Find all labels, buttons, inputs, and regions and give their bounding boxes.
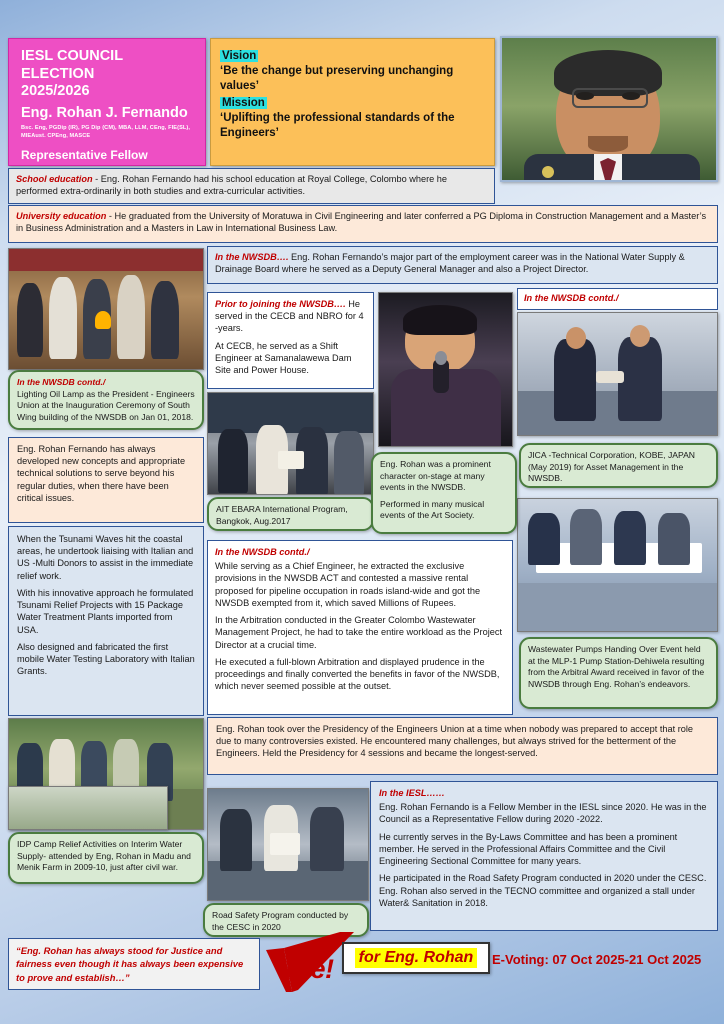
iesl-label: In the IESL……	[379, 788, 445, 798]
vision-mission-card	[210, 38, 495, 166]
caption-idp-camp: IDP Camp Relief Activities on Interim Water Supply- attended by Eng, Rohan in Madu and Menik Farm in 2009-10, just after civil war.	[8, 832, 204, 884]
prior-to-nwsdb-block	[207, 292, 374, 389]
caption-ait-ebara: AIT EBARA International Program, Bangkok, Aug.2017	[207, 497, 374, 531]
photo-wastewater-pumps-handover	[517, 498, 718, 632]
nwsdb-intro-body: Eng. Rohan Fernando’s major part of the employment career was in the National Water Supply & Drainage Board where he served as a Deputy General Manager and also a Project Director.	[215, 252, 685, 275]
concepts-block	[8, 437, 204, 523]
photo-ait-ebara-program	[207, 392, 374, 495]
vote-word: ote!	[286, 954, 334, 984]
photo-council-group	[8, 786, 168, 830]
caption-on-stage-para2: Performed in many musical events of the Art Society.	[380, 498, 485, 521]
for-candidate-box	[342, 942, 490, 974]
chief-engineer-label: In the NWSDB contd./	[215, 547, 310, 557]
election-title-line2: 2025/2026	[21, 83, 90, 100]
iesl-block	[370, 781, 718, 931]
caption-on-stage-para1: Eng. Rohan was a prominent character on-stage at many events in the NWSDB.	[380, 459, 491, 493]
school-education-label: School education	[16, 174, 93, 184]
presidency-body: Eng. Rohan took over the Presidency of the Engineers Union at a time when nobody was prepared to accept that role due to many controversies existed. He encountered many challenges, but always strived for the betterment of the Engineers. Held the Presidency for 4 sessions and became the longest-served.	[216, 724, 694, 759]
iesl-para2: He currently serves in the By-Laws Committee and has been a prominent member. He served in the Professional Affairs Committee and the Civil Engineering Sectional Committee for many years.	[379, 831, 678, 867]
photo-on-stage-performance	[378, 292, 513, 447]
photo-road-safety-program	[207, 788, 369, 901]
caption-on-stage	[371, 452, 517, 534]
tsunami-para3: Also designed and fabricated the first mobile Water Testing Laboratory with Italian Grants.	[17, 641, 195, 677]
caption-oil-lamp-label: In the NWSDB contd./	[17, 377, 106, 387]
tsunami-para2: With his innovative approach he formulated Tsunami Relief Projects with 15 Package Water Treatment Plants imported from USA.	[17, 587, 194, 635]
candidate-name-card	[8, 38, 206, 166]
nwsdb-contd-right-header	[517, 288, 718, 310]
school-education-block	[8, 168, 495, 204]
candidate-role: Representative Fellow	[21, 147, 148, 162]
nwsdb-intro-block	[207, 246, 718, 284]
chief-engineer-para3: He executed a full-blown Arbitration and displayed prudence in the proceedings and finally converted the benefits in favor of the NWSDB, which never seemed possible at the outset.	[215, 656, 500, 692]
caption-oil-lamp	[8, 370, 204, 430]
mission-text: ‘Uplifting the professional standards of the Engineers’	[220, 112, 455, 140]
prior-para2: At CECB, he served as a Shift Engineer at Samanalawewa Dam Site and Power House.	[215, 340, 352, 376]
iesl-para3: He participated in the Road Safety Program conducted in 2020 under the CESC. Eng. Rohan also served in the TECNO committee and organized a stall under Water& Sanitation in 2018.	[379, 873, 707, 908]
vision-text: ‘Be the change but preserving unchanging values’	[220, 65, 454, 92]
tsunami-relief-block	[8, 526, 204, 716]
mission-label: Mission	[222, 97, 265, 110]
university-education-label: University education	[16, 211, 107, 221]
chief-engineer-para2: In the Arbitration conducted in the Greater Colombo Wastewater Management Project, he had to take the entire workload as the Project Director at a crucial time.	[215, 615, 503, 650]
chief-engineer-para1: While serving as a Chief Engineer, he extracted the exclusive provisions in the NWSDB ACT and contested a massive rental proposed for pipeline occupation in roads island-wide and got the NWSDB exempted from it, which saved Millions of Rupees.	[215, 561, 481, 608]
school-education-body: - Eng. Rohan Fernando had his school education at Royal College, Colombo where he performed extra-ordinarily in both studies and extra-curricular activities.	[16, 174, 448, 197]
prior-label: Prior to joining the NWSDB….	[215, 299, 346, 309]
tsunami-para1: When the Tsunami Waves hit the coastal areas, he undertook liaising with Italian and US -Multi Donors to assist in the immediate relief work.	[17, 534, 194, 581]
university-education-block	[8, 205, 718, 243]
caption-wastewater-pumps: Wastewater Pumps Handing Over Event held at the MLP-1 Pump Station-Dehiwela resulting from the Arbitral Award received in favor of the NWSDB through Eng. Rohan’s endeavors.	[519, 637, 718, 709]
caption-jica: JICA -Technical Corporation, KOBE, JAPAN (May 2019) for Asset Management in the NWSDB.	[519, 443, 718, 488]
chief-engineer-block	[207, 540, 513, 715]
presidency-block	[207, 717, 718, 775]
prior-para1: He served in the CECB and NBRO for 4 -years.	[215, 299, 364, 334]
nwsdb-contd-right-label: In the NWSDB contd./	[524, 293, 619, 303]
iesl-para1: Eng. Rohan Fernando is a Fellow Member in the IESL since 2020. He was in the Council as a Representative Fellow during 2020 -2022.	[379, 802, 707, 825]
candidate-quote: “Eng. Rohan has always stood for Justice and fairness even though it has always been expensive to prove and establish…”	[8, 938, 260, 990]
candidate-portrait-photo	[500, 36, 718, 182]
photo-oil-lamp-ceremony	[8, 248, 204, 370]
for-candidate-text: for Eng. Rohan	[355, 948, 478, 968]
university-education-body: - He graduated from the University of Moratuwa in Civil Engineering and later conferred a PG Diploma in Construction Management and a Master’s in Business Administration and a Masters in Law in International Business Law.	[16, 211, 707, 234]
candidate-qualifications: Bsc. Eng, PGDip (IR), PG Dip (CM), MBA, LLM, CEng, FIE(SL), MIEAust. CPEng, MASCE	[21, 125, 191, 140]
caption-oil-lamp-body: Lighting Oil Lamp as the President - Engineers Union at the Inauguration Ceremony of South Wing building of the NWSDB on Jan 01, 2018.	[17, 388, 195, 422]
concepts-body: Eng. Rohan Fernando has always developed new concepts and appropriate technical solutions to serve beyond his regular duties, when there have been critical issues.	[17, 444, 186, 503]
nwsdb-intro-label: In the NWSDB….	[215, 252, 289, 262]
election-title-line1: IESL COUNCIL ELECTION	[21, 48, 123, 82]
vision-label: Vision	[222, 50, 257, 62]
evoting-dates: E-Voting: 07 Oct 2025-21 Oct 2025	[492, 951, 702, 967]
caption-road-safety: Road Safety Program conducted by the CESC in 2020	[203, 903, 369, 937]
photo-jica-kobe-japan	[517, 312, 718, 436]
candidate-name: Eng. Rohan J. Fernando	[21, 105, 188, 122]
